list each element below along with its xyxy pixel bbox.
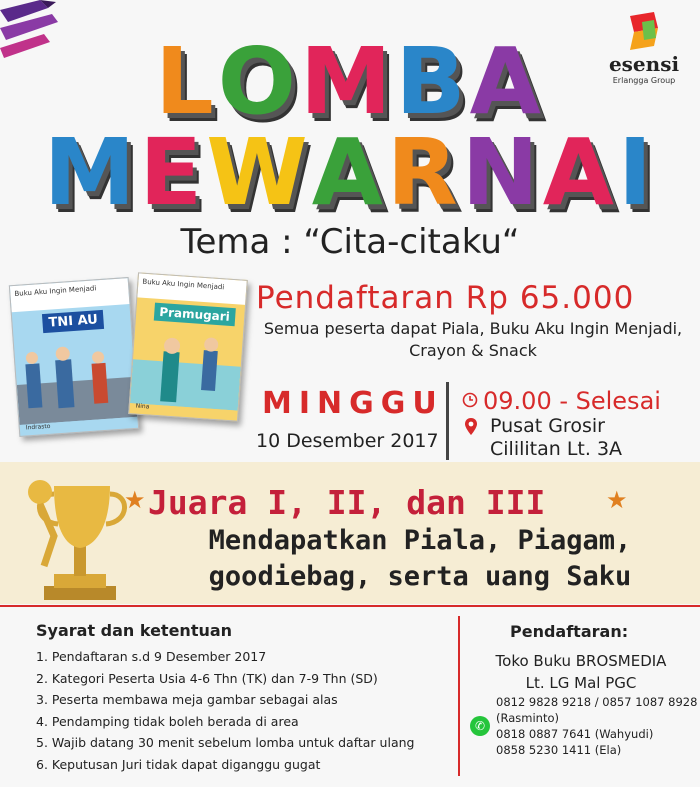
book-series: Buku Aku Ingin Menjadi (137, 273, 246, 304)
star-icon: ★ (124, 486, 146, 514)
list-item: 5. Wajib datang 30 menit sebelum lomba untuk daftar ulang (36, 735, 415, 750)
list-item: 1. Pendaftaran s.d 9 Desember 2017 (36, 649, 267, 664)
book-series: Buku Aku Ingin Menjadi (10, 278, 130, 312)
prize-line-2: goodiebag, serta uang Saku (208, 561, 632, 592)
store-line-1: Toko Buku BROSMEDIA (495, 652, 667, 670)
event-date: 10 Desember 2017 (256, 430, 439, 452)
prize-headline: Juara I, II, dan III (148, 483, 546, 522)
place-line-1: Pusat Grosir (490, 415, 605, 437)
book-author: Nina (135, 402, 150, 411)
book-cover-pramugari (128, 272, 248, 421)
title-letter: M (43, 119, 140, 226)
list-item: 2. Kategori Peserta Usia 4-6 Thn (TK) dan 7-9 Thn (SD) (36, 670, 378, 686)
theme-text: Tema : “Cita-citaku“ (180, 222, 520, 262)
event-time: 09.00 - Selesai (483, 387, 661, 415)
title-letter: I (617, 119, 657, 226)
event-place (490, 415, 622, 461)
title-letter: E (139, 119, 207, 226)
title-letter: W (206, 119, 312, 226)
title-letter: A (469, 28, 545, 135)
book-title: TNI AU (42, 310, 105, 333)
title-letter: O (217, 28, 300, 135)
terms-title: Syarat dan ketentuan (36, 621, 233, 640)
fee-line-2: Crayon & Snack (409, 341, 537, 360)
divider (0, 605, 700, 607)
list-item: 4. Pendamping tidak boleh berada di area (36, 713, 299, 729)
title-letter: L (155, 28, 218, 135)
title-letter: R (386, 119, 462, 226)
title-line-1 (0, 28, 700, 135)
title-letter: A (311, 119, 387, 226)
phone-3: 0858 5230 1411 (Ela) (496, 743, 622, 757)
book-author: Indrasto (25, 422, 51, 432)
contact-store (462, 650, 700, 694)
whatsapp-icon: ✆ (470, 716, 490, 736)
contact-phones (496, 694, 697, 758)
list-item: 3. Peserta membawa meja gambar sebagai alas (36, 692, 338, 707)
title-letter: B (395, 28, 470, 135)
title-letter: M (299, 28, 396, 135)
phone-1: 0812 9828 9218 / 0857 1087 8928 (496, 695, 698, 709)
title-letter: N (461, 119, 543, 226)
location-pin-icon (464, 417, 478, 437)
registration-fee-details (258, 318, 688, 362)
event-day: MINGGU (262, 386, 444, 421)
book-cover-tni-au (9, 277, 139, 437)
fee-line-1: Semua peserta dapat Piala, Buku Aku Ingin Menjadi, (263, 319, 683, 338)
phone-2: 0818 0887 7641 (Wahyudi) (496, 727, 654, 741)
prize-details (160, 523, 680, 595)
book-illustration (13, 327, 137, 425)
place-line-2: Cililitan Lt. 3A (490, 438, 623, 460)
phone-1-name: (Rasminto) (496, 711, 559, 725)
store-line-2: Lt. LG Mal PGC (525, 674, 637, 692)
title-line-2 (0, 119, 700, 226)
book-illustration (130, 319, 244, 410)
contact-title: Pendaftaran: (510, 622, 629, 641)
registration-fee-headline: Pendaftaran Rp 65.000 (256, 280, 635, 316)
list-item: 6. Keputusan Juri tidak dapat diganggu gugat (36, 756, 321, 772)
star-icon: ★ (606, 486, 628, 514)
terms-list (36, 646, 414, 775)
logo-brand: esensi (608, 52, 680, 76)
title-letter: A (542, 119, 618, 226)
divider (446, 382, 449, 460)
clock-icon (462, 392, 478, 408)
divider (458, 616, 460, 776)
book-title: Pramugari (154, 303, 236, 327)
logo-sub: Erlangga Group (612, 76, 676, 85)
prize-line-1: Mendapatkan Piala, Piagam, (208, 525, 632, 556)
